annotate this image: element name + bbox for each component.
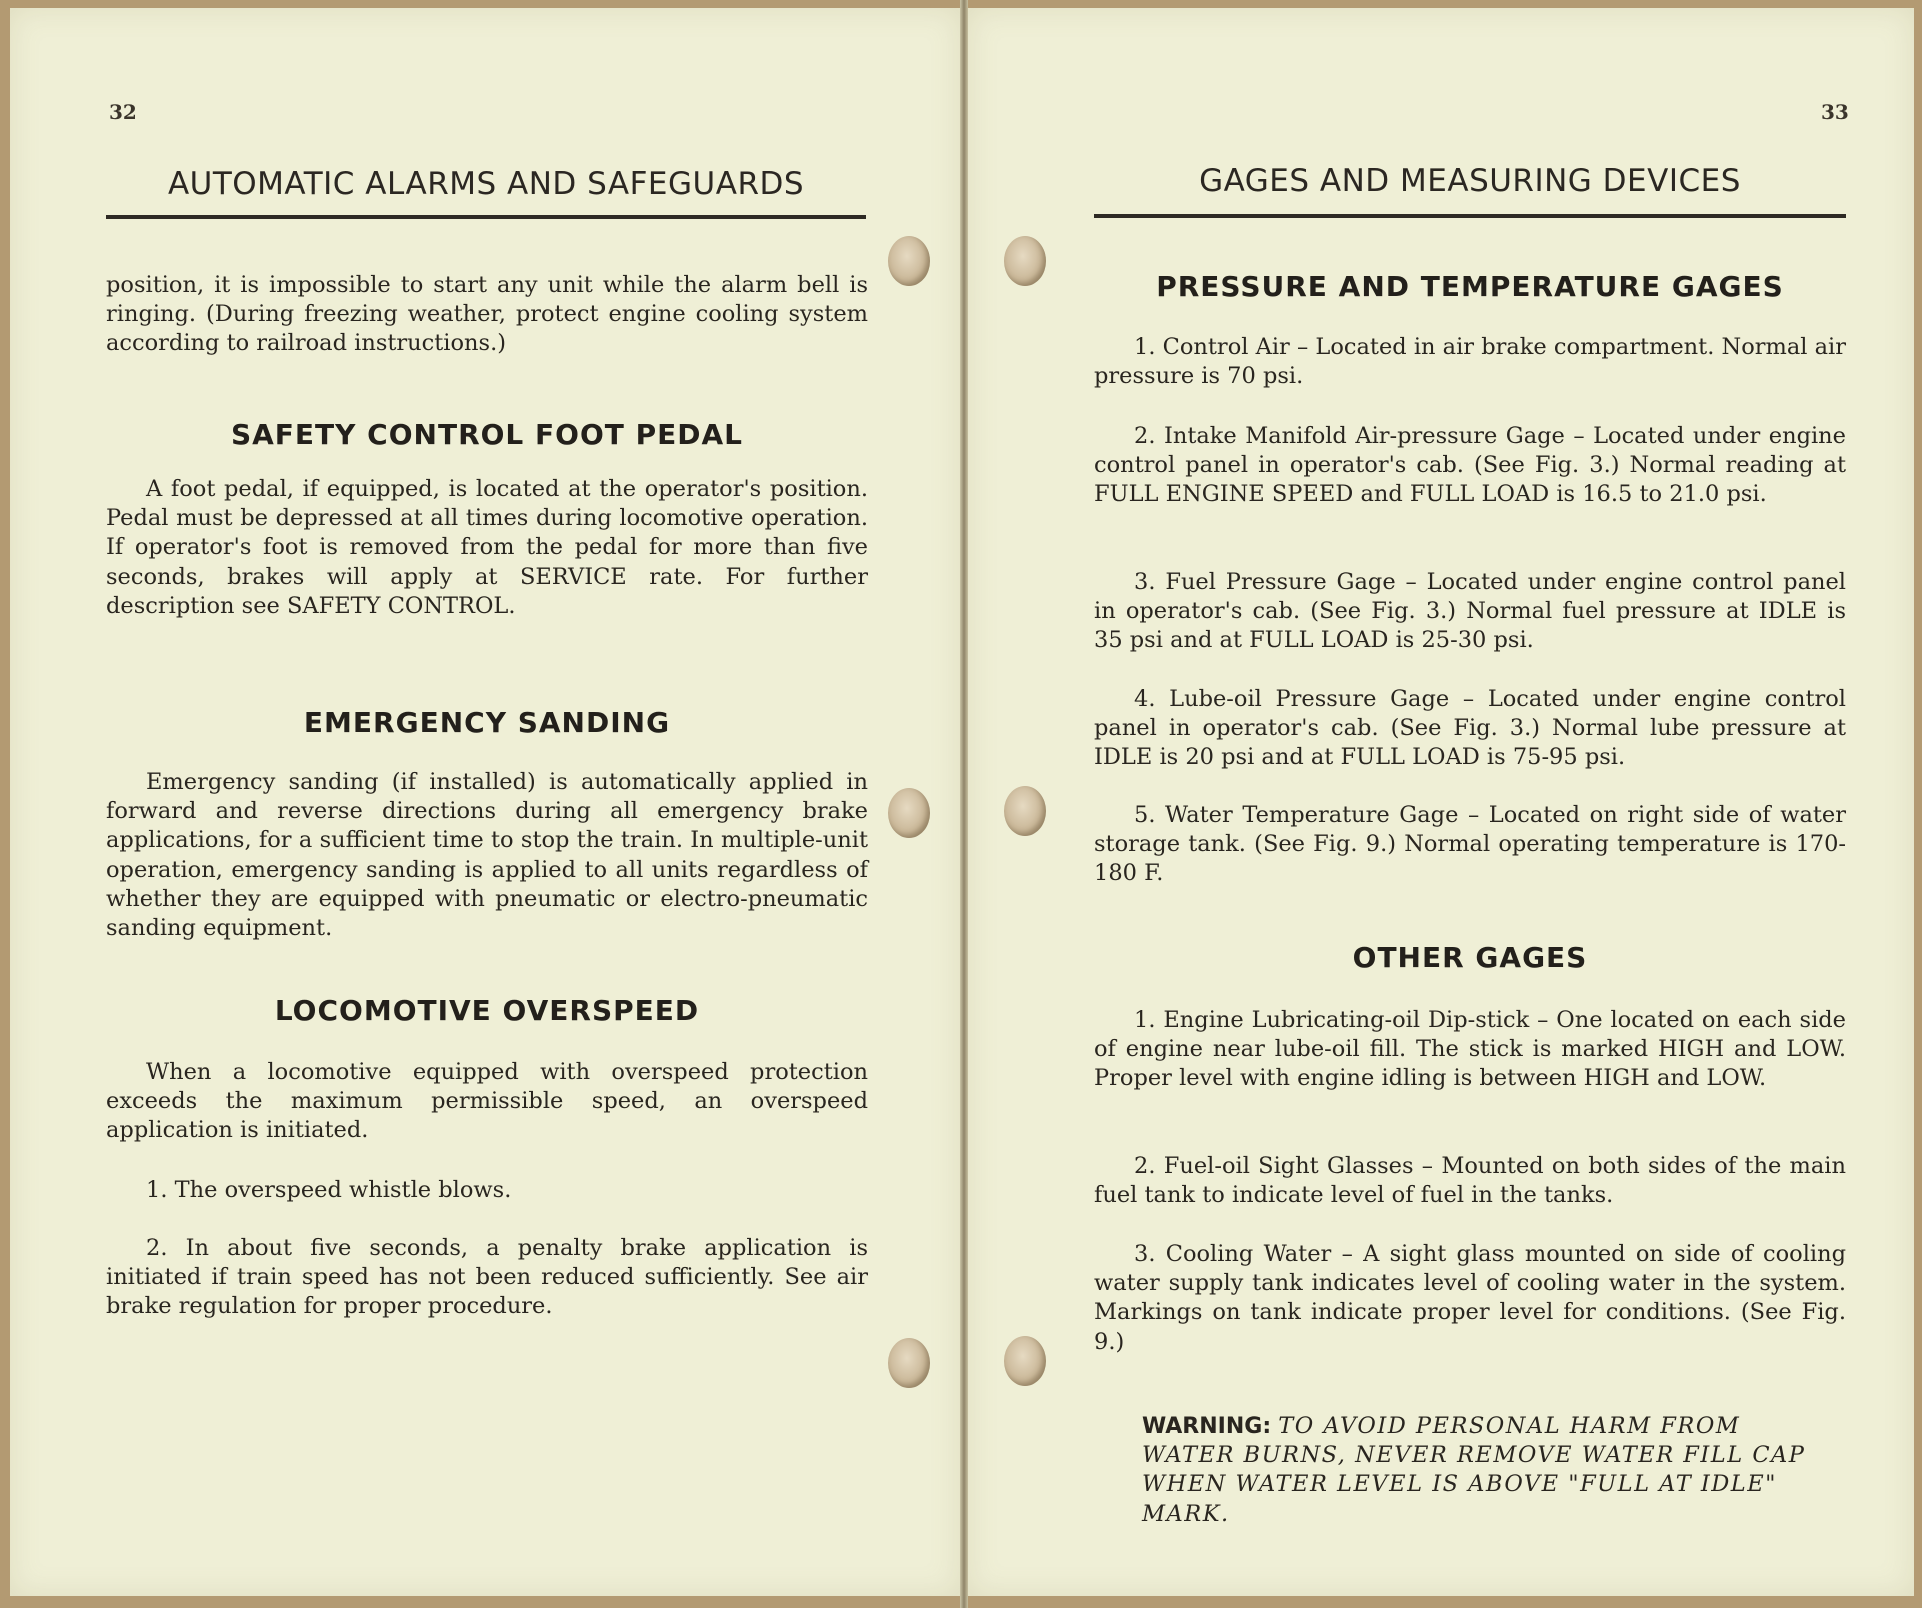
heading-safety-control-foot-pedal: SAFETY CONTROL FOOT PEDAL: [230, 418, 744, 451]
gage-item-1: 1. Control Air – Located in air brake compartment. Normal air pressure is 70 psi.: [1094, 334, 1846, 390]
gage-item-2: 2. Intake Manifold Air-pressure Gage – Located under engine control panel in operator's cab. (See Fig. 3.) Normal reading at FULL ENGINE SPEED and FULL LOAD is 16.5 to 21.0 psi.: [1094, 423, 1846, 508]
other-gage-item-1: 1. Engine Lubricating-oil Dip-stick – One located on each side of engine near lube-oil fill. The stick is marked HIGH and LOW. Proper level with engine idling is between HIGH and LOW.: [1094, 1007, 1846, 1092]
heading-other-gages: OTHER GAGES: [1352, 941, 1588, 974]
binder-hole: [1004, 1336, 1046, 1386]
gage-item-4: 4. Lube-oil Pressure Gage – Located under engine control panel in operator's cab. (See Fig. 3.) Normal lube pressure at IDLE is 20 psi and at FULL LOAD is 75-95 psi.: [1094, 686, 1846, 771]
left-page: [10, 8, 960, 1596]
gage-item-3: 3. Fuel Pressure Gage – Located under engine control panel in operator's cab. (See Fig. 3.) Normal fuel pressure at IDLE is 35 psi and at FULL LOAD is 25-30 psi.: [1094, 569, 1846, 654]
overspeed-item-2: 2. In about five seconds, a penalty brake application is initiated if train speed has not been reduced sufficiently. See air brake regulation for proper procedure.: [106, 1235, 868, 1320]
emergency-sanding-paragraph: Emergency sanding (if installed) is automatically applied in forward and reverse directions during all emergency brake applications, for a sufficient time to stop the train. In multiple-unit operation, emergency sanding is applied to all units regardless of whether they are equipped with pneumatic or electro-pneumatic sanding equipment.: [106, 769, 868, 942]
page-number: 33: [1821, 100, 1849, 124]
warning-note: [1142, 1412, 1810, 1529]
warning-label: WARNING:: [1142, 1414, 1272, 1439]
title-rule: [1094, 214, 1846, 218]
binder-hole: [888, 1338, 930, 1388]
section-title: GAGES AND MEASURING DEVICES: [1199, 163, 1741, 199]
binder-hole: [888, 236, 930, 286]
title-rule: [106, 215, 866, 219]
binder-hole: [1004, 786, 1046, 836]
binder-hole: [1004, 236, 1046, 286]
heading-emergency-sanding: EMERGENCY SANDING: [303, 706, 671, 739]
overspeed-paragraph: When a locomotive equipped with overspeed protection exceeds the maximum permissible speed, an overspeed application is initiated.: [106, 1059, 868, 1144]
other-gage-item-2: 2. Fuel-oil Sight Glasses – Mounted on both sides of the main fuel tank to indicate level of fuel in the tanks.: [1094, 1153, 1846, 1209]
page-number: 32: [109, 100, 137, 124]
warning-text: TO AVOID PERSONAL HARM FROM WATER BURNS, NEVER REMOVE WATER FILL CAP WHEN WATER LEVEL IS ABOVE "FULL AT IDLE" MARK.: [1142, 1413, 1806, 1527]
gage-item-5: 5. Water Temperature Gage – Located on right side of water storage tank. (See Fig. 9.) Normal operating temperature is 170-180 F.: [1094, 802, 1846, 887]
section-title: AUTOMATIC ALARMS AND SAFEGUARDS: [167, 166, 805, 202]
book-gutter: [960, 0, 968, 1608]
safety-pedal-paragraph: A foot pedal, if equipped, is located at the operator's position. Pedal must be depressed at all times during locomotive operation. If operator's foot is removed from the pedal for more than five seconds, brakes will apply at SERVICE rate. For further description see SAFETY CONTROL.: [106, 476, 868, 619]
overspeed-item-1: 1. The overspeed whistle blows.: [146, 1177, 512, 1203]
other-gage-item-3: 3. Cooling Water – A sight glass mounted on side of cooling water supply tank indicates level of cooling water in the system. Markings on tank indicate proper level for conditions. (See Fig. 9.): [1094, 1241, 1846, 1355]
intro-paragraph: position, it is impossible to start any unit while the alarm bell is ringing. (During freezing weather, protect engine cooling system according to railroad instructions.): [106, 272, 868, 357]
right-page: [968, 8, 1914, 1596]
binder-hole: [888, 788, 930, 838]
heading-locomotive-overspeed: LOCOMOTIVE OVERSPEED: [274, 994, 700, 1027]
heading-pressure-and-temperature-gages: PRESSURE AND TEMPERATURE GAGES: [1156, 270, 1784, 303]
